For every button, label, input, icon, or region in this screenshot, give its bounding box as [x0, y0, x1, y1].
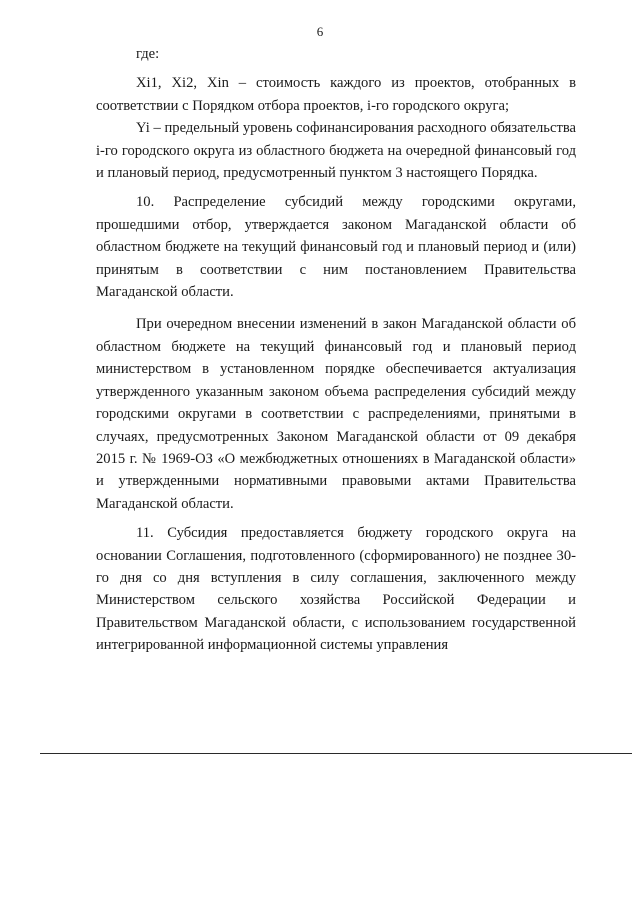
paragraph-yi-definition: Yi – предельный уровень софинансирования расходного обязательства i-го городского округа из областного бюджета на очередной финансовый год и плановый период, предусмотренный пунктом 3 настоящего Порядка.	[96, 120, 576, 182]
paragraph-11: 11. Субсидия предоставляется бюджету городского округа на основании Соглашения, подготовленного (сформированного) не позднее 30-го дня со дня вступления в силу соглашения, заключенного между Министерством сельского хозяйства Российской Федерации и Правительством Магаданской области, с использованием государственной интегрированной информационной системы управления	[96, 525, 576, 654]
page-number: 6	[316, 24, 324, 39]
paragraph-10-amendments: При очередном внесении изменений в закон Магаданской области об областном бюджете на текущий финансовый год и плановый период министерством в установленном порядке обеспечивается актуализация утвержденного указанным законом объема распределения субсидий между городскими округами в соответствии с распределениями, принятыми в случаях, предусмотренных Законом Магаданской области от 09 декабря 2015 г. № 1969-ОЗ «О межбюджетных отношениях в Магаданской области» и утвержденными нормативными правовыми актами Правительства Магаданской области.	[96, 316, 576, 512]
paragraph-xi-definition: Xi1, Xi2, Xin – стоимость каждого из проектов, отобранных в соответствии с Порядком отбора проектов, i-го городского округа;	[96, 75, 576, 114]
document-body	[96, 43, 576, 657]
paragraph-where: где:	[136, 46, 160, 62]
footer-divider	[40, 753, 632, 754]
paragraph-10: 10. Распределение субсидий между городскими округами, прошедшими отбор, утверждается законом Магаданской области об областном бюджете на текущий финансовый год и плановый период и (или) принятым в соответствии с ним постановлением Правительства Магаданской области.	[96, 194, 576, 301]
